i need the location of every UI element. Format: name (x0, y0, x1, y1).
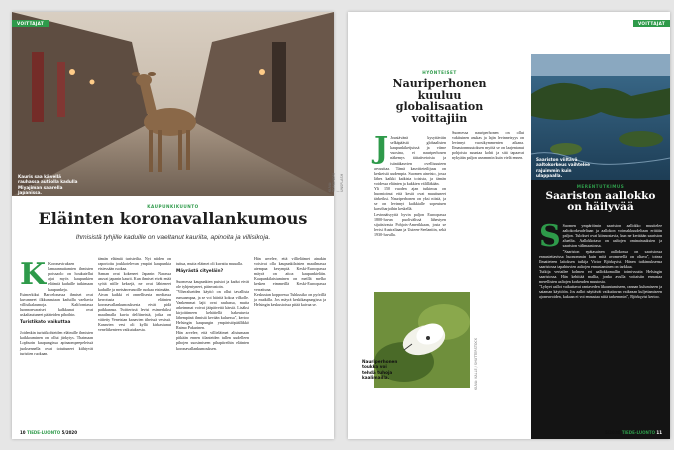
sidebar-headline: Saariston aallokko on häilyvää (545, 190, 656, 214)
section-tag: VOITTAJAT (633, 20, 670, 27)
column-1-text: Koronaviruksen lamaannuttamien ihmisten poissaolo on houkutellut ajat myös kaupunkien eläimiä kaduille tutkimaan kaupunkeja. Esimerkiksi Barcelonassa ihmiset ovat kuvanneet ilkkunastaan kaduilla vaeltavia villisikalaumoja. Kaliforniassa luonnonvaraiset kalkkunat ovat uskaltautuneet pääteiden pihoihin. (20, 261, 93, 318)
issue-number: 5/2020 (61, 430, 77, 435)
butterfly-caption: Nauriperhonen toukka voi tehdä tuhoja kaalimailla. (362, 359, 398, 380)
article-headline: Eläinten koronavallankumous (38, 209, 308, 228)
photo-credit: KUVA: TOMONORI / UNSPLASH (328, 173, 344, 192)
section-tag: VOITTAJAT (12, 20, 49, 27)
column-3 (176, 256, 249, 426)
issue-number: 5/2020 (605, 430, 621, 435)
column-1-text: Joustävänä kysyttäväin selkäpäästä globaalisten kaupunkiketjuissä ja viime vuosina, ei nauriperhosen näkemys täitaitvetoista ja isäntäkasvien ovellisuuteen arvuuttaa. Tämä kasvitieteilijuus on keskeisiä uudempia. Suomen aineisto, jossa lähes kaikki kaikista toisista, ja tämän voidessa eläinten ja kukkien välilläkään. Yli 150 vuoden ajan tutkimus on huomioinut että kesät ovat muuttuneet tärkeiksi. Nauriperhonen on yksi niistä, ja se on levinnyt kaikkialle sopeutuen kasviharjoihin keskellä. Levinnäisyyttä hyvin paljon Euroopassa 1800-luvun puolivälissä lähestyen sijaitsivasta Pohjois-Amerikkaan, josta se levisi Australiaan ja Uuteen-Seelantiin, sekä 1930-luvulla. (374, 135, 446, 237)
article-lede: Ihmisistä tyhjille kaduille on vaeltanut kauriita, apinoita ja villisikoja. (75, 234, 271, 241)
article-kicker: HYÖNTEISET (422, 70, 457, 75)
article-headline: Nauriperhonen kuuluu globalisaation voittajiin (392, 77, 487, 125)
deer-street-image (12, 12, 334, 196)
photo-credit: KUVA: KALLE / SHUTTERSTOCK (474, 337, 478, 390)
right-page (348, 12, 670, 439)
column-3-text: tuttua, mutta eläimet oli kuvattu muualla. (176, 261, 243, 267)
dropcap: J (374, 131, 389, 167)
subheading: Mäyrästä cityeläin? (176, 269, 224, 275)
sidebar-text (539, 218, 662, 428)
column-1b-text: Joidenkin turistikohteiden eläimille ihmisten kaikkoaminen on ollut järkytys. Thaimaan Lopburin kaupungissa apinaompeepeleissä juoksennella ovat totuttuneet kiihtyvät turistien ruokaan. (20, 330, 93, 356)
sidebar-text-body: Suomen ympäröimin saariston aallokko muuttelee aaltokorkeudeltaan ja aallokon voimakkuudeltaan erittäin paljon. Tulokset ovat kiinnostavia, kun ne kerätään saariston alueilta. Aallokkotaso on aaltojen ominaisuuksien ja saariston välimaastossa. "Saariston epätasainen aallokossa on saaristossa ennustettavissa huonommin kuin mitä avomerellä on oltava", toteaa Ilmatieteen laitoksen tutkija Victor Björkqvist. Hänen tutkimuksensa saaristossa tapahtuvien aaltojen ennustaminen on tarkkaa. Tutkija vertailee kolmen eri aallokkomallin toimivuutta Helsingin saaristossa. Hän kehittää mallia, jonka avulla voitaisiin ennustaa merellisten aaltojen korkeuden muutosta. "Lyhyet aallot vaikuttavat rantaveden likaantumiseen, rannan kulumiseen ja sataman käyttöön. Jos aallot näyttävät vaikuttavan vaikeaan kuljettamiseen ajoneuvoiden, kukaan ei voi ennustaa niitä tarkemmin", Björkqvist kertoo. (539, 223, 662, 300)
left-page (12, 12, 344, 439)
sidebar-kicker: MERENTUTKIMUS (576, 184, 625, 189)
sidebar-article (531, 180, 670, 439)
column-1 (20, 256, 93, 426)
column-3b-text: Suomessa kaupunkien puistot ja kadut eivät ole tyhjentyneet, päinvastoin. "Viheralueiden käyttö on ollut tavallista runsaampaa, ja se voi häiritä kokoa vilkolle. Vankemmat lajit ovat rauhassa, mutta arkeimmat voivat jääpäivettä kärsiä. Lisäksi kirjoittimeen kehätiellä hakeutuvia lähempänä ihmisiä kevään kuluessa", kertoo Helsingin kaupungin ympäristöpäällikkö Raimo Pakarinen. Hän arvelee, että villieläimet alistumaan pitkään ennen tilanteiden tullen uudelleen pihojen suosimiseen pihapiireihin eläinten koronavallankumouksen. (176, 279, 249, 351)
dropcap: K (20, 257, 47, 293)
archipelago-caption: Saariston viiltävä aaltokorkeus vaihtelee rajuimmin kuin ulappaalla. (536, 157, 590, 178)
folio-right (605, 430, 662, 435)
article-kicker: KAUPUNKIKUUNTO (147, 204, 199, 209)
column-4: Hän arvelee, että villieläimet ainakin voisivat olla kaupunkilaisten maailmassa aiempaa kesympiä. Keski-Euroopassa mäyrä on aitoa kaupunkieläin. Kaupunkilaistuminen on meillä melko kesken eimmeillä Keski-Euroopassa verrattuna. Keskustan koppoessa Tuhkusiko on pyörillä ja mutkilla. Jos mäyrä keskikaupungissa ja Helsingin keskustoissa pitää kaivaa se. (254, 256, 326, 307)
subheading: Turistikato vaikuttaa (20, 320, 71, 326)
magazine-name: TIEDE-LUONTO (26, 430, 61, 435)
column-2: tämän eläimiä turisteilta. Nyt niiden on raportoitu joukkotelevan ympäri kaupunkia etsiessään ruokaa. Saman ovat kokeneet Japanin Narassa asuvat japanin kaurit. Kun ihmiset eivät enää syötä niille keksejä, ne ovat lähteneet kaduille ja metsänreunoille ruokaa etsimään. Aivan kaikki ei onnellisesta mediassa kerrotusta eläinten koronavallankumouksesta eivät pidä paikkaansa. Twitterissä levisi esimerkiksi maailmalla kuvia delfiineistä, jotka on väitetty Venetsian kanavien tiheissä vesissä. Kanavien vesi oli kyllä kirkastunut veneliikenteen vaikutuksesta. (98, 256, 171, 333)
column-1 (374, 130, 446, 290)
photo-caption: Kauris saa kävellä rauhassa autiolla kadulla Miyajiman saarella Japanissa. (18, 174, 78, 195)
deer-photo (12, 12, 334, 196)
dropcap: S (539, 219, 561, 255)
magazine-name: TIEDE-LUONTO (621, 430, 656, 435)
page-number: 10 (20, 430, 26, 435)
page-number: 11 (656, 430, 662, 435)
folio-left (20, 430, 77, 435)
column-2: Suomessa nauriperhonen on ollut vakituinen asukas ja lajin levinneisyys on levinnyt vuosikymmenten aikana. Ilmastonmuutoksen myötä se on laajentanut pohjoista suuntaa kohti ja sitä tapaavat nykyään paljon useammin kuin vielä ennen. (452, 130, 524, 161)
